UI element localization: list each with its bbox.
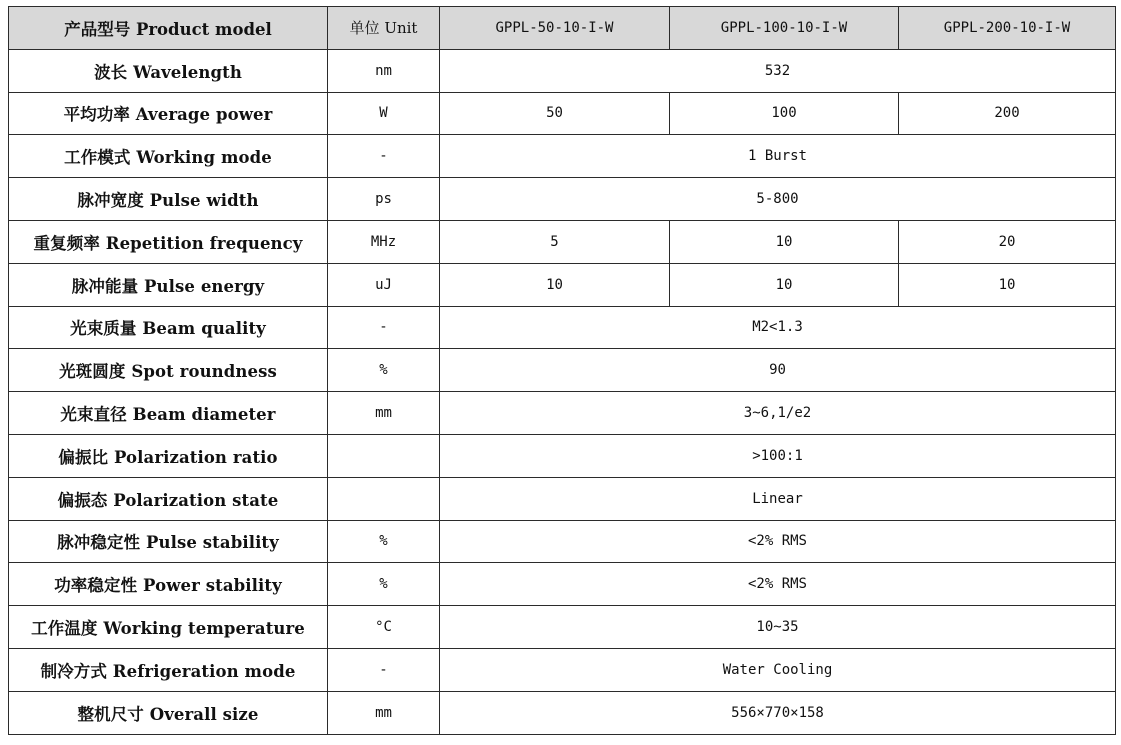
spec-table xyxy=(8,6,1116,735)
unit-cell xyxy=(328,477,440,520)
param-name: 制冷方式 Refrigeration mode xyxy=(9,648,328,691)
header-product-model: 产品型号 Product model xyxy=(9,7,328,50)
table-row xyxy=(9,563,1116,606)
table-row xyxy=(9,49,1116,92)
value-cell: 5 xyxy=(440,220,670,263)
header-unit: 单位 Unit xyxy=(328,7,440,50)
header-model-2: GPPL-100-10-I-W xyxy=(670,7,899,50)
table-row xyxy=(9,349,1116,392)
value-cell: 10 xyxy=(670,263,899,306)
unit-cell: °C xyxy=(328,606,440,649)
value-cell-merged: 532 xyxy=(440,49,1116,92)
value-cell-merged: 3~6,1/e2 xyxy=(440,392,1116,435)
param-name: 工作温度 Working temperature xyxy=(9,606,328,649)
value-cell-merged: <2% RMS xyxy=(440,563,1116,606)
table-row xyxy=(9,220,1116,263)
param-name: 偏振态 Polarization state xyxy=(9,477,328,520)
unit-cell: W xyxy=(328,92,440,135)
param-name: 光束质量 Beam quality xyxy=(9,306,328,349)
param-name: 光束直径 Beam diameter xyxy=(9,392,328,435)
header-model-3: GPPL-200-10-I-W xyxy=(899,7,1116,50)
table-row xyxy=(9,606,1116,649)
unit-cell: - xyxy=(328,306,440,349)
param-name: 脉冲能量 Pulse energy xyxy=(9,263,328,306)
table-row xyxy=(9,263,1116,306)
value-cell: 20 xyxy=(899,220,1116,263)
param-name: 工作模式 Working mode xyxy=(9,135,328,178)
value-cell-merged: 5-800 xyxy=(440,178,1116,221)
value-cell: 10 xyxy=(440,263,670,306)
value-cell-merged: Water Cooling xyxy=(440,648,1116,691)
table-row xyxy=(9,648,1116,691)
unit-cell: mm xyxy=(328,691,440,734)
value-cell-merged: M2<1.3 xyxy=(440,306,1116,349)
table-row xyxy=(9,520,1116,563)
value-cell: 200 xyxy=(899,92,1116,135)
value-cell: 10 xyxy=(899,263,1116,306)
unit-cell: % xyxy=(328,520,440,563)
unit-cell xyxy=(328,434,440,477)
header-model-1: GPPL-50-10-I-W xyxy=(440,7,670,50)
param-name: 脉冲稳定性 Pulse stability xyxy=(9,520,328,563)
param-name: 脉冲宽度 Pulse width xyxy=(9,178,328,221)
unit-cell: mm xyxy=(328,392,440,435)
table-row xyxy=(9,392,1116,435)
unit-cell: - xyxy=(328,135,440,178)
table-header xyxy=(9,7,1116,50)
value-cell-merged: 90 xyxy=(440,349,1116,392)
table-body xyxy=(9,49,1116,734)
value-cell: 10 xyxy=(670,220,899,263)
value-cell-merged: <2% RMS xyxy=(440,520,1116,563)
value-cell: 50 xyxy=(440,92,670,135)
value-cell-merged: >100:1 xyxy=(440,434,1116,477)
table-row xyxy=(9,135,1116,178)
table-row xyxy=(9,92,1116,135)
table-row xyxy=(9,477,1116,520)
param-name: 平均功率 Average power xyxy=(9,92,328,135)
header-row xyxy=(9,7,1116,50)
value-cell: 100 xyxy=(670,92,899,135)
table-row xyxy=(9,434,1116,477)
param-name: 光斑圆度 Spot roundness xyxy=(9,349,328,392)
value-cell-merged: Linear xyxy=(440,477,1116,520)
table-row xyxy=(9,178,1116,221)
param-name: 波长 Wavelength xyxy=(9,49,328,92)
value-cell-merged: 1 Burst xyxy=(440,135,1116,178)
value-cell-merged: 556×770×158 xyxy=(440,691,1116,734)
unit-cell: % xyxy=(328,349,440,392)
param-name: 重复频率 Repetition frequency xyxy=(9,220,328,263)
unit-cell: ps xyxy=(328,178,440,221)
unit-cell: MHz xyxy=(328,220,440,263)
param-name: 偏振比 Polarization ratio xyxy=(9,434,328,477)
param-name: 功率稳定性 Power stability xyxy=(9,563,328,606)
unit-cell: % xyxy=(328,563,440,606)
unit-cell: nm xyxy=(328,49,440,92)
value-cell-merged: 10~35 xyxy=(440,606,1116,649)
unit-cell: uJ xyxy=(328,263,440,306)
unit-cell: - xyxy=(328,648,440,691)
table-row xyxy=(9,691,1116,734)
param-name: 整机尺寸 Overall size xyxy=(9,691,328,734)
table-row xyxy=(9,306,1116,349)
